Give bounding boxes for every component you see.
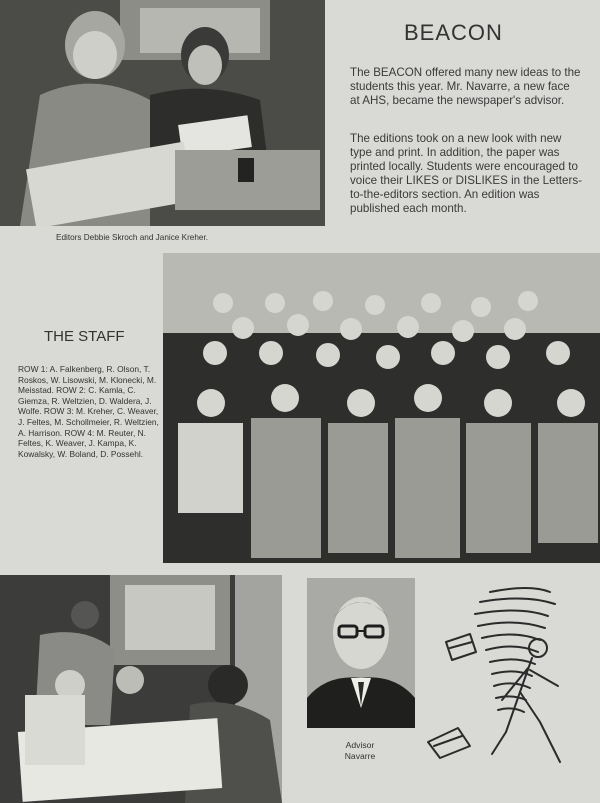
article-paragraph: The editions took on a new look with new type and print. In addition, the paper was printed locally. Students were encouraged to voice their LIKES or DISLIKES in the Letters-to-the-editors section. An edition was published each month. [350, 132, 582, 215]
newsroom-photo [0, 575, 282, 803]
staff-heading: THE STAFF [44, 328, 125, 345]
newsboy-sketch-icon [420, 582, 596, 780]
page-title: BEACON [404, 20, 503, 45]
staff-group-photo [163, 253, 600, 563]
editors-caption: Editors Debbie Skroch and Janice Kreher. [56, 233, 209, 242]
article-paragraph: The BEACON offered many new ideas to the students this year. Mr. Navarre, a new face at AHS, became the newspaper's advisor. [350, 66, 581, 107]
advisor-caption: Advisor Navarre [344, 740, 376, 761]
staff-names: ROW 1: A. Falkenberg, R. Olson, T. Roskos, W. Lisowski, M. Klonecki, M. Meisstad. ROW 2: C. Kamla, C. Giemza, R. Weltzien, D. Waldera, J. Wolfe. ROW 3: M. Kreher, C. Weaver, J. Feltes, M. Schollmeier, R. Weltzien, A. Harrison. ROW 4: M. Reuter, N. Feltes, K. Weaver, J. Kampa, K. Kowalsky, W. Boland, D. Possehl. [18, 364, 159, 459]
advisor-photo [307, 578, 415, 728]
editors-photo [0, 0, 325, 226]
